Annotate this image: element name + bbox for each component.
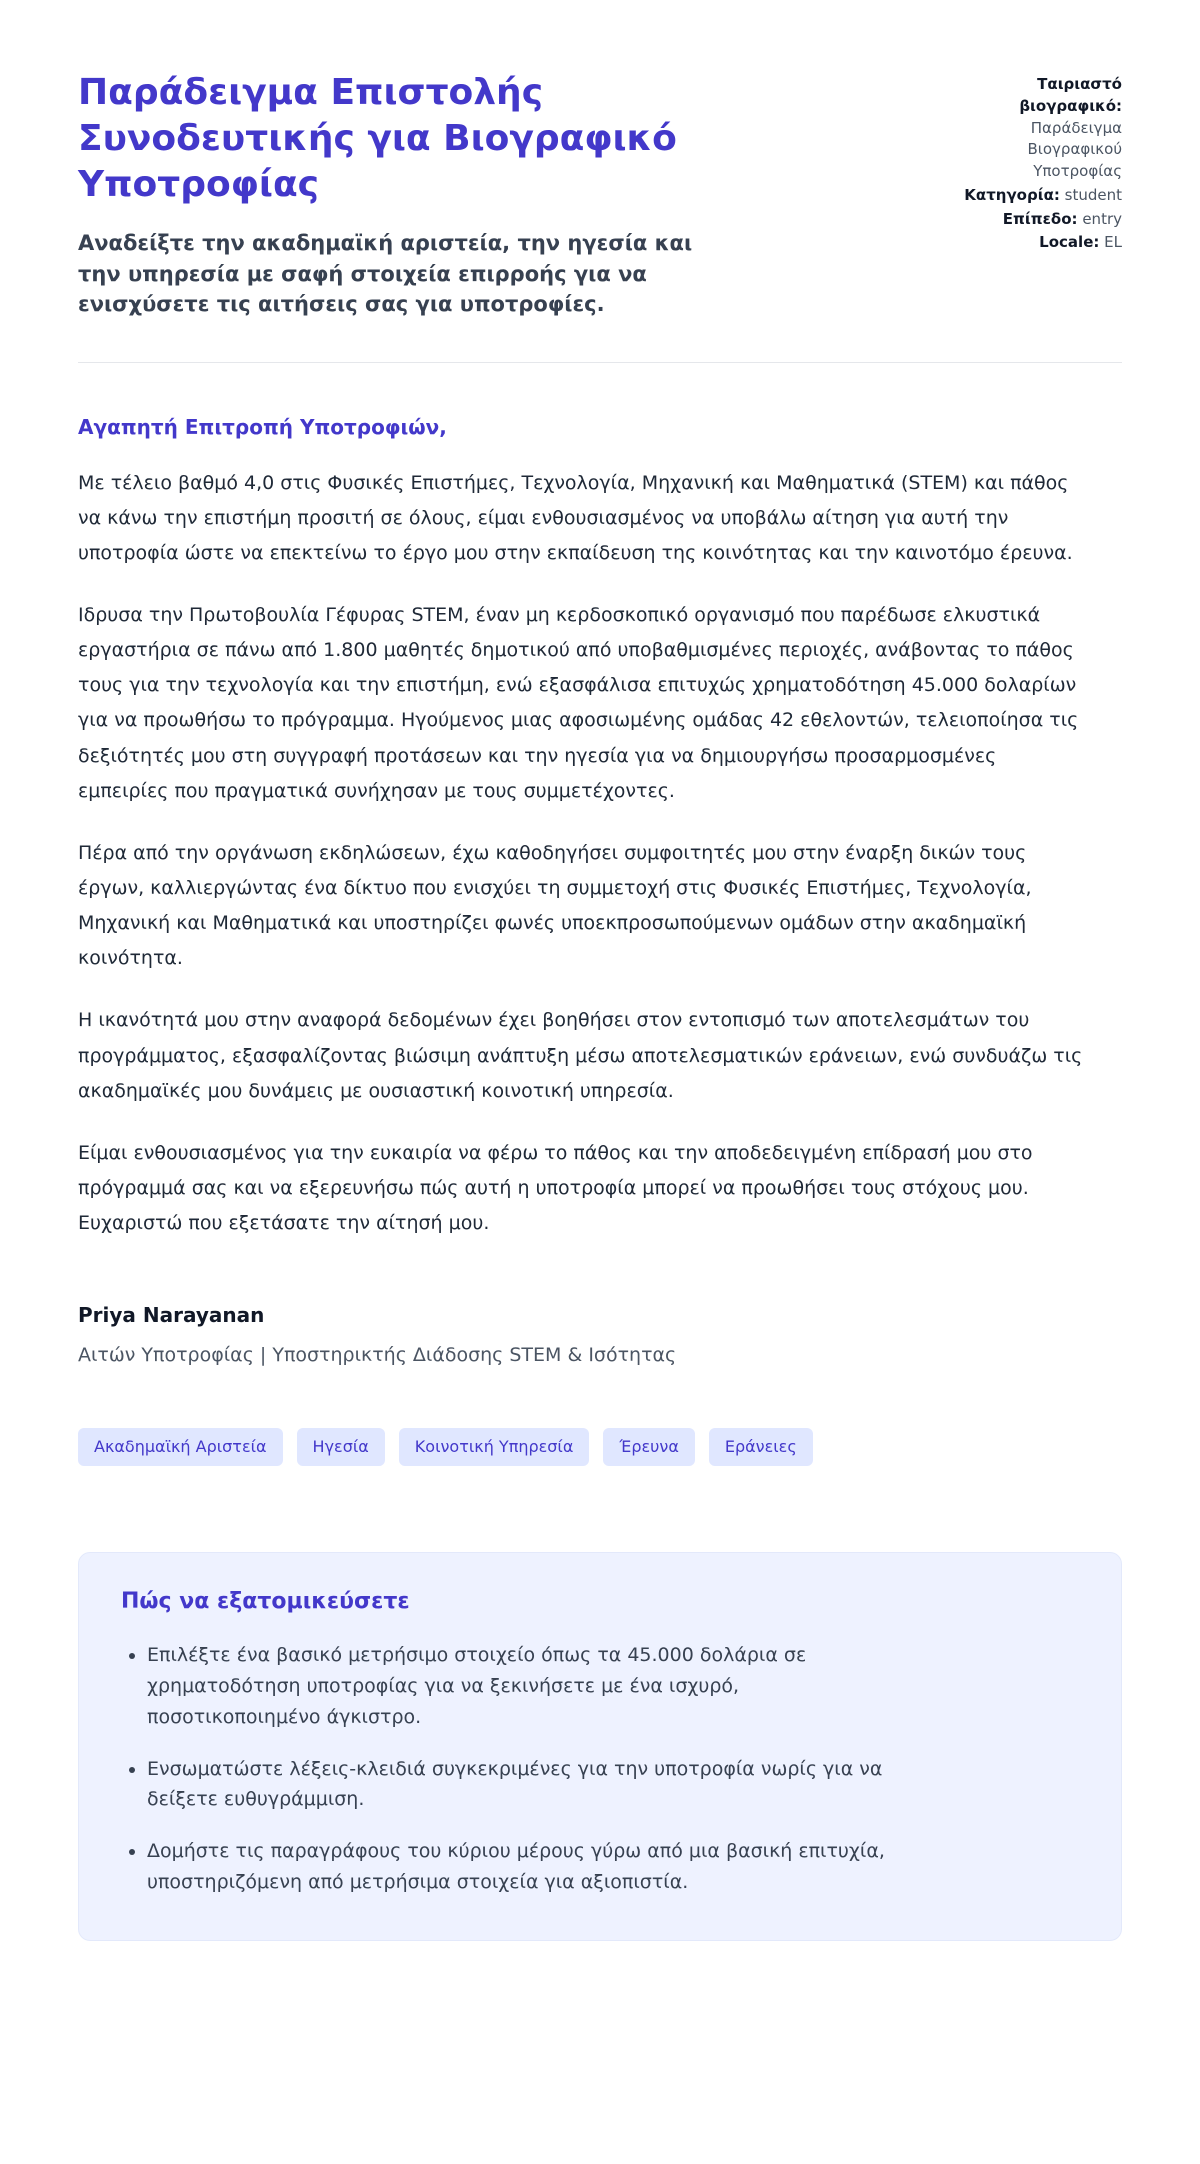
letter-paragraph: Με τέλειο βαθμό 4,0 στις Φυσικές Επιστήμες, Τεχνολογία, Μηχανική και Μαθηματικά (STEM) και πάθος να κάνω την επιστήμη προσιτή σε όλους, είμαι ενθουσιασμένος να υποβάλω αίτηση για αυτή την υποτροφία ώστε να επεκτείνω το έργο μου στην εκπαίδευση της κοινότητας και την καινοτόμο έρευνα.: [78, 471, 1073, 564]
tag-academic-excellence[interactable]: Ακαδημαϊκή Αριστεία: [78, 1428, 283, 1466]
header-divider: [78, 362, 1122, 363]
matched-resume-label: Ταιριαστό βιογραφικό:: [1019, 75, 1122, 115]
letter-greeting: Αγαπητή Επιτροπή Υποτροφιών,: [78, 414, 447, 439]
tag-leadership[interactable]: Ηγεσία: [297, 1428, 385, 1466]
letter-paragraph: Ιδρυσα την Πρωτοβουλία Γέφυρας STEM, έναν μη κερδοσκοπικό οργανισμό που παρέδωσε ελκυστικά εργαστήρια σε πάνω από 1.800 μαθητές δημοτικού από υποβαθμισμένες περιοχές, ανάβοντας το πάθος τους για την τεχνολογία και την επιστήμη, ενώ εξασφάλισα επιτυχώς χρηματοδότηση 45.000 δολαρίων για να προωθήσω το πρόγραμμα. Ηγούμενος μιας αφοσιωμένης ομάδας 42 εθελοντών, τελειοποίησα τις δεξιότητές μου στη συγγραφή προτάσεων και την ηγεσία για να δημιουργήσω προσαρμοσμένες εμπειρίες που πραγματικά συνήχησαν με τους συμμετέχοντες.: [78, 603, 1079, 802]
letter-paragraph: Η ικανότητά μου στην αναφορά δεδομένων έχει βοηθήσει στον εντοπισμό των αποτελεσμάτων του προγράμματος, εξασφαλίζοντας βιώσιμη ανάπτυξη μέσω αποτελεσματικών εράνειων, ενώ συνδυάζω τις ακαδημαϊκές μου δυνάμεις με ουσιαστική κοινοτική υπηρεσία.: [78, 1009, 1083, 1102]
meta-category: [957, 185, 1122, 207]
locale-value: EL: [1104, 233, 1122, 252]
customize-tip: • Ενσωματώστε λέξεις-κλειδιά συγκεκριμένες για την υποτροφία νωρίς για να δείξετε ευθυγράμμιση.: [147, 1754, 907, 1816]
page-title: Παράδειγμα Επιστολής Συνοδευτικής για Βιογραφικό Υποτροφίας: [78, 72, 677, 206]
letter-paragraph: Πέρα από την οργάνωση εκδηλώσεων, έχω καθοδηγήσει συμφοιτητές μου στην έναρξη δικών τους έργων, καλλιεργώντας ένα δίκτυο που ενισχύει τη συμμετοχή στις Φυσικές Επιστήμες, Τεχνολογία, Μηχανική και Μαθηματικά και υποστηρίζει φωνές υποεκπροσωπούμενων ομάδων στην ακαδημαϊκή κοινότητα.: [78, 841, 1032, 970]
cover-letter-body: [78, 415, 1122, 1367]
customize-tip: • Δομήστε τις παραγράφους του κύριου μέρους γύρω από μια βασική επιτυχία, υποστηριζόμενη από μετρήσιμα στοιχεία για αξιοπιστία.: [147, 1836, 907, 1898]
tag-list: [78, 1428, 1122, 1466]
meta-matched-resume: [957, 74, 1122, 183]
category-value: student: [1064, 185, 1122, 204]
locale-label: Locale:: [1039, 233, 1100, 252]
tag-research[interactable]: Έρευνα: [603, 1428, 694, 1466]
signature-title: Αιτών Υποτροφίας | Υποστηρικτής Διάδοσης STEM & Ισότητας: [78, 1344, 677, 1367]
tag-fundraising[interactable]: Εράνειες: [709, 1428, 813, 1466]
level-value: entry: [1082, 209, 1122, 228]
meta-panel: [957, 70, 1122, 256]
letter-paragraph: Είμαι ενθουσιασμένος για την ευκαιρία να φέρω το πάθος και την αποδεδειγμένη επίδρασή μου στο πρόγραμμά σας και να εξερευνήσω πώς αυτή η υποτροφία μπορεί να προωθήσει τους στόχους μου. Ευχαριστώ που εξετάσατε την αίτησή μου.: [78, 1141, 1033, 1235]
page-subtitle: Αναδείξτε την ακαδημαϊκή αριστεία, την ηγεσία και την υπηρεσία με σαφή στοιχεία επιρροής για να ενισχύσετε τις αιτήσεις σας για υποτροφίες.: [78, 231, 693, 317]
signature-name: Priya Narayanan: [78, 1303, 265, 1328]
header-left: [78, 70, 728, 320]
customize-tips-list: [121, 1640, 1079, 1897]
customize-tip: • Επιλέξτε ένα βασικό μετρήσιμο στοιχείο όπως τα 45.000 δολάρια σε χρηματοδότηση υποτροφίας για να ξεκινήσετε με ένα ισχυρό, ποσοτικοποιημένο άγκιστρο.: [147, 1640, 907, 1732]
customize-panel-title: Πώς να εξατομικεύσετε: [121, 1589, 410, 1615]
meta-locale: [957, 232, 1122, 254]
header: [78, 70, 1122, 320]
matched-resume-value: Παράδειγμα Βιογραφικού Υποτροφίας: [1027, 118, 1122, 180]
category-label: Κατηγορία:: [964, 185, 1060, 204]
page: [78, 0, 1122, 2011]
level-label: Επίπεδο:: [1002, 209, 1078, 228]
tag-community-service[interactable]: Κοινοτική Υπηρεσία: [399, 1428, 590, 1466]
meta-level: [957, 209, 1122, 231]
customize-panel: [78, 1552, 1122, 1940]
